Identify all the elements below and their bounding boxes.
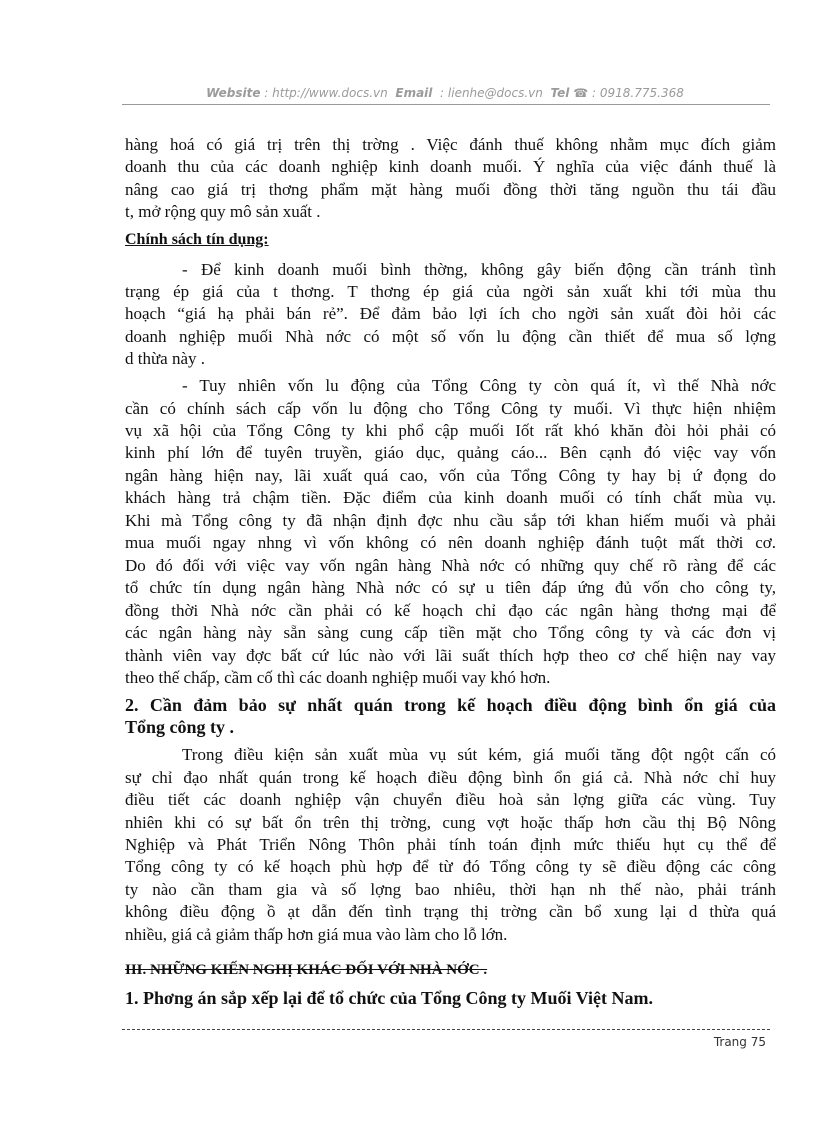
text-line: t, mở rộng quy mô sản xuất . — [125, 202, 321, 221]
page-number: Trang 75 — [713, 1035, 766, 1049]
tel-number: : 0918.775.368 — [592, 86, 684, 100]
text-line: - Tuy nhiên vốn lu động của Tổng Công ty còn quá ít, vì thế Nhà nớc — [182, 376, 776, 395]
text-line: không điều động ồ ạt dẫn đến tình trạng thị trờng cần bổ xung lại d thừa quá — [125, 902, 776, 921]
text-line: mua muối ngay nhng vì vốn không có nên doanh nghiệp đánh tuột mất thời cơ. — [125, 533, 776, 552]
header-divider — [122, 104, 770, 105]
text-line: Do đó đối với việc vay vốn ngân hàng Nhà nớc có những quy chế rõ ràng để các — [125, 556, 776, 575]
text-line: khách hàng trả chậm tiền. Đặc điểm của kinh doanh muối có tính chất mùa vụ. — [125, 488, 776, 507]
phone-icon: ☎ — [573, 86, 589, 100]
text-line: tổ chức tín dụng ngân hàng Nhà nớc có sự u tiên đáp ứng đủ vốn cho công ty, — [125, 578, 776, 597]
text-line: Nghiệp và Phát Triển Nông Thôn phải tính toán định mức thiếu hụt cụ thể để — [125, 835, 776, 854]
heading-line: 1. Phơng án sắp xếp lại để tổ chức của Tổng Công ty Muối Việt Nam. — [125, 988, 653, 1008]
text-line: thành viên vay đợc bất cứ lúc nào với lãi suất thích hợp theo cơ chế hiện nay vay — [125, 646, 776, 665]
footer-divider — [122, 1029, 770, 1030]
text-line: nhiên khi có sự bất ổn trên thị trờng, cung vợt hoặc thấp hơn cầu thị Bộ Nông — [125, 813, 776, 832]
text-line: sự chỉ đạo nhất quán trong kế hoạch điều động bình ổn giá cả. Nhà nớc chỉ huy — [125, 768, 776, 787]
text-line: - Để kinh doanh muối bình thờng, không gây biến động cần tránh tình — [182, 260, 776, 279]
text-line: điều tiết các doanh nghiệp vận chuyển điều hoà sản lợng giữa các vùng. Tuy — [125, 790, 776, 809]
website-label: Website — [206, 86, 261, 100]
text-line: vụ xã hội của Tổng Công ty khi phổ cập muối Iốt rất khó khăn đòi hỏi phải có — [125, 421, 776, 440]
text-line: Trong điều kiện sản xuất mùa vụ sút kém, giá muối tăng đột ngột cấn có — [182, 745, 776, 764]
text-line: cần có chính sách cấp vốn lu động cho Tổng Công ty muối. Vì thực hiện nhiệm — [125, 399, 776, 418]
text-line: ty nào cần tham gia và số lợng bao nhiêu, thời hạn nh thế nào, phải tránh — [125, 880, 776, 899]
tel-label: Tel — [550, 86, 570, 100]
heading-line: 2. Cần đảm bảo sự nhất quán trong kế hoạch điều động bình ổn giá của — [125, 695, 776, 715]
text-line: nâng cao giá trị thơng phẩm mặt hàng muối đồng thời tăng nguồn thu tái đầu — [125, 180, 776, 199]
text-line: nhiều, giá cả giảm thấp hơn giá mua vào làm cho lỗ lớn. — [125, 925, 508, 944]
text-line: hoạch “giá hạ phải bán rẻ”. Để đảm bảo lợi ích cho ngời sản xuất đòi hỏi các — [125, 304, 776, 323]
text-line: hàng hoá có giá trị trên thị trờng . Việc đánh thuế không nhằm mục đích giảm — [125, 135, 776, 154]
text-line: đồng thời Nhà nớc cần phải có kế hoạch chỉ đạo các ngân hàng thơng mại để — [125, 601, 776, 620]
text-line: kinh phí lớn để tuyên truyền, giáo dục, quảng cáo... Bên cạnh đó việc vay vốn — [125, 443, 776, 462]
email-label: Email — [395, 86, 433, 100]
page-header — [120, 86, 770, 100]
text-line: Tổng công ty có kế hoạch phù hợp để từ đó Tổng công ty sẽ điều động các công — [125, 857, 776, 876]
text-line: d thừa này . — [125, 349, 206, 368]
text-line: các ngân hàng này sẵn sàng cung cấp tiền mặt cho Tổng công ty và các đơn vị — [125, 623, 776, 642]
text-line: Khi mà Tổng công ty đã nhận định đợc nhu cầu sắp tới khan hiếm muối và phải — [125, 511, 776, 530]
website-url: : http://www.docs.vn — [264, 86, 388, 100]
text-line: ngân hàng hiện nay, lãi xuất quá cao, vốn của Tổng Công ty hay bị ứ đọng do — [125, 466, 776, 485]
text-line: doanh nghiệp muối Nhà nớc có một số vốn lu động cần thiết để mua số lợng — [125, 327, 776, 346]
email-address: : lienhe@docs.vn — [440, 86, 543, 100]
text-line: doanh thu của các doanh nghiệp kinh doanh muối. Ý nghĩa của việc đánh thuế là — [125, 157, 776, 176]
text-line: trạng ép giá của t thơng. T thơng ép giá của ngời sản xuất khi tới mùa thu — [125, 282, 776, 301]
text-line: theo thế chấp, cầm cố thì các doanh nghiệp muối vay khó hơn. — [125, 668, 551, 687]
heading-line: Tổng công ty . — [125, 717, 235, 737]
heading-line: III. NHỮNG KIẾN NGHỊ KHÁC ĐỐI VỚI NHÀ NỚC . — [125, 962, 488, 978]
heading-line: Chính sách tín dụng: — [125, 231, 269, 248]
